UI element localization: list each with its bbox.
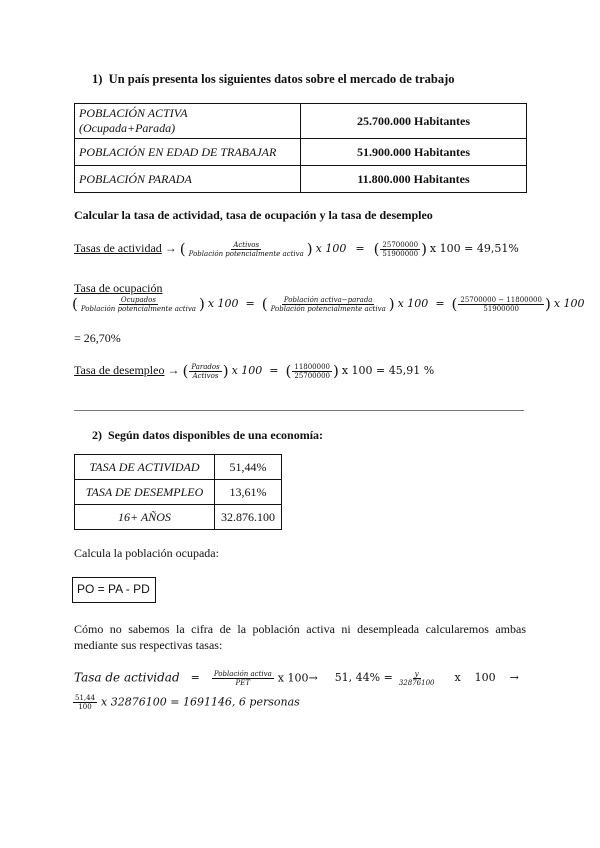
population-result: x 32876100 = 1691146, 6 personas <box>101 695 300 709</box>
table-cell-value: 32.876.100 <box>215 505 282 530</box>
fraction: $\frac{\text{Parados}}{\text{Activos}}$ <box>191 362 220 380</box>
unemployment-rate-result: x 100 = 45,91 % <box>341 363 435 377</box>
labor-market-table <box>74 103 527 193</box>
table-cell-value: 11.800.000 Habitantes <box>301 166 527 193</box>
fraction: $\frac{\text{Ocupados}}{\text{Población potencialmente activa}}$ <box>80 295 196 313</box>
occupation-rate-result: = 26,70% <box>74 331 121 345</box>
activity-calc-line: Tasa de actividad = $\frac{\text{Población activa}}{\text{PET}}$ x 100→ 51, 44% = $\frac{y}{32876100}$ x 100 → <box>74 670 519 687</box>
fraction: $\frac{\text{Población activa−parada}}{\text{Población potencialmente activa}}$ <box>270 295 386 313</box>
unemployment-rate-label: Tasa de desempleo <box>74 362 165 377</box>
table-cell-label <box>75 104 301 139</box>
unemployment-rate-line: Tasa de desempleo → ( $\frac{\text{Parados}}{\text{Activos}}$ ) x 100 = ( $\frac{11800000}{25700000}$ ) x 100 = 45,91 % <box>74 362 435 380</box>
question-ask: Calcula la población ocupada: <box>74 546 219 560</box>
fraction: $\frac{y}{32876100}$ <box>398 670 435 687</box>
table-cell-label: TASA DE ACTIVIDAD <box>75 455 215 480</box>
activity-rate-line: Tasas de actividad → ( $\frac{\text{Activos}}{\text{Población potencialmente activa}}$ ) x 100 = ( $\frac{25700000}{51900000}$ ) x 100 = 49,51% <box>74 240 519 258</box>
paragraph-line-1: Cómo no sabemos la cifra de la población activa ni desempleada calcularemos ambas <box>74 622 526 636</box>
question-2-heading: 2) Según datos disponibles de una economía: <box>92 428 324 442</box>
activity-rate-label: Tasas de actividad <box>74 240 162 255</box>
fraction: $\frac{\text{Población activa}}{\text{PET}}$ <box>213 670 272 687</box>
table-cell-value: 25.700.000 Habitantes <box>301 104 527 139</box>
occupation-rate-label: Tasa de ocupación <box>74 281 163 295</box>
question-1-heading: 1) Un país presenta los siguientes datos sobre el mercado de trabajo <box>92 72 455 86</box>
table-row <box>75 480 282 505</box>
activity-rate-result: x 100 = 49,51% <box>429 241 519 255</box>
table-row <box>75 166 527 193</box>
formula-box: PO = PA - PD <box>72 577 156 603</box>
fraction: $\frac{25700000}{51900000}$ <box>382 240 419 258</box>
table-cell-value: 51.900.000 Habitantes <box>301 139 527 166</box>
fraction: $\frac{11800000}{25700000}$ <box>294 362 330 380</box>
table-row <box>75 505 282 530</box>
activity-calc-result <box>72 694 300 711</box>
table-cell-label: POBLACIÓN EN EDAD DE TRABAJAR <box>75 139 301 166</box>
instruction: Calcular la tasa de actividad, tasa de ocupación y la tasa de desempleo <box>74 208 433 222</box>
arrow-icon: → <box>167 362 180 377</box>
table-cell-value: 51,44% <box>215 455 282 480</box>
section-divider <box>74 410 524 411</box>
fraction: $\frac{\text{Activos}}{\text{Población potencialmente activa}}$ <box>188 240 304 258</box>
row-sublabel: (Ocupada+Parada) <box>79 121 176 135</box>
economy-data-table <box>74 454 282 530</box>
table-row <box>75 455 282 480</box>
table-cell-label: TASA DE DESEMPLEO <box>75 480 215 505</box>
occupation-rate-line: ( $\frac{\text{Ocupados}}{\text{Población potencialmente activa}}$ ) x 100 = ( $\frac{\text{Población activa−parada}}{\text{Población potencialmente activa}}$ ) x 100 = ( $\frac{25700000 - 11800000}{51900000}$ ) x 100 <box>72 295 585 313</box>
table-row <box>75 139 527 166</box>
arrow-icon: → <box>164 240 177 255</box>
fraction: $\frac{25700000 - 11800000}{51900000}$ <box>460 295 542 313</box>
table-cell-value: 13,61% <box>215 480 282 505</box>
paragraph-line-2: mediante sus respectivas tasas: <box>74 638 223 652</box>
fraction: $\frac{51,44}{100}$ <box>75 694 96 711</box>
row-label: POBLACIÓN ACTIVA <box>79 106 188 120</box>
table-cell-label: 16+ AÑOS <box>75 505 215 530</box>
table-row <box>75 104 527 139</box>
table-cell-label: POBLACIÓN PARADA <box>75 166 301 193</box>
